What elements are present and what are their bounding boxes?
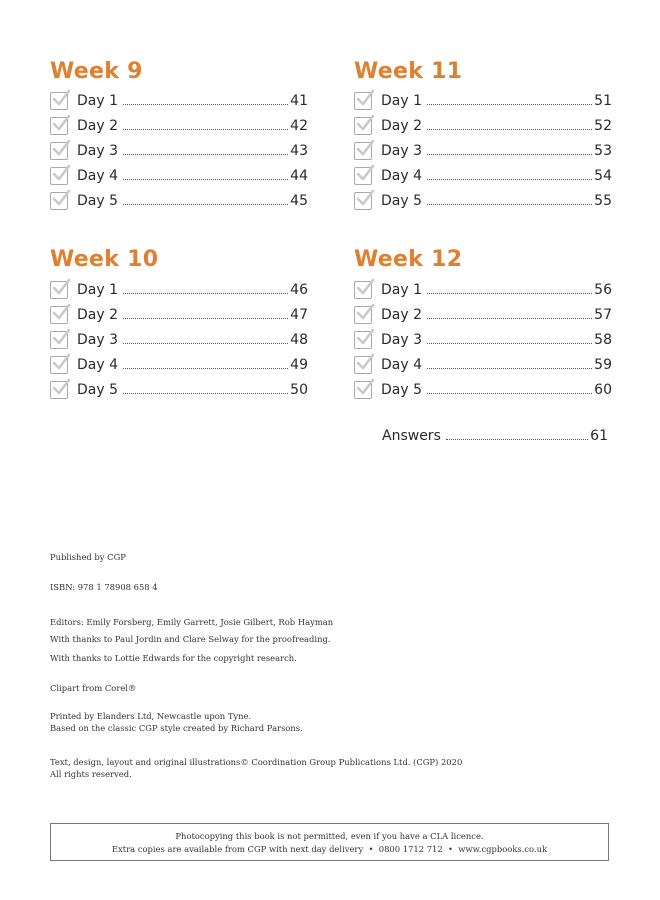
day-label: Day 3 bbox=[77, 331, 119, 348]
day-label: Day 2 bbox=[381, 117, 423, 134]
day-label: Day 4 bbox=[381, 356, 423, 373]
page-number: 55 bbox=[594, 192, 612, 209]
day-label: Day 1 bbox=[77, 281, 119, 298]
day-label: Day 2 bbox=[77, 306, 119, 323]
checkbox-tick-icon[interactable] bbox=[50, 281, 68, 299]
dot-leader bbox=[123, 191, 288, 205]
dot-leader bbox=[427, 280, 592, 294]
day-label: Day 3 bbox=[381, 331, 423, 348]
contents-row[interactable] bbox=[50, 352, 308, 377]
checkbox-tick-icon[interactable] bbox=[50, 167, 68, 185]
editors: Editors: Emily Forsberg, Emily Garrett, Josie Gilbert, Rob Hayman bbox=[50, 617, 334, 627]
checkbox-tick-icon[interactable] bbox=[50, 117, 68, 135]
checkbox-tick-icon[interactable] bbox=[50, 306, 68, 324]
week-title: Week 10 bbox=[50, 247, 159, 272]
dot-leader bbox=[123, 280, 288, 294]
dot-leader bbox=[123, 141, 288, 155]
page-number: 57 bbox=[594, 306, 612, 323]
week-12-section bbox=[354, 246, 612, 402]
page-number: 51 bbox=[594, 92, 612, 109]
dot-leader bbox=[123, 116, 288, 130]
rights-reserved: All rights reserved. bbox=[50, 769, 132, 779]
contents-row[interactable] bbox=[50, 113, 308, 138]
checkbox-tick-icon[interactable] bbox=[354, 281, 372, 299]
week-9-section bbox=[50, 58, 308, 213]
contents-row[interactable] bbox=[50, 138, 308, 163]
week-title: Week 12 bbox=[354, 247, 463, 272]
contents-row[interactable] bbox=[354, 302, 612, 327]
contents-row[interactable] bbox=[50, 88, 308, 113]
checkbox-tick-icon[interactable] bbox=[354, 142, 372, 160]
page-number: 61 bbox=[590, 428, 608, 444]
page-number: 43 bbox=[290, 142, 308, 159]
notice-line-2: Extra copies are available from CGP with next day delivery • 0800 1712 712 • www.cgpbooks.co.uk bbox=[111, 844, 548, 854]
page-number: 41 bbox=[290, 92, 308, 109]
checkbox-tick-icon[interactable] bbox=[50, 356, 68, 374]
day-label: Day 1 bbox=[77, 92, 119, 109]
photocopy-notice bbox=[50, 823, 609, 861]
page-number: 60 bbox=[594, 381, 612, 398]
day-label: Day 2 bbox=[381, 306, 423, 323]
checkbox-tick-icon[interactable] bbox=[354, 92, 372, 110]
day-label: Day 3 bbox=[381, 142, 423, 159]
page-number: 50 bbox=[290, 381, 308, 398]
day-label: Day 2 bbox=[77, 117, 119, 134]
contents-row[interactable] bbox=[354, 277, 612, 302]
checkbox-tick-icon[interactable] bbox=[354, 192, 372, 210]
page-number: 59 bbox=[594, 356, 612, 373]
day-label: Day 4 bbox=[381, 167, 423, 184]
dot-leader bbox=[123, 305, 288, 319]
notice-line-1: Photocopying this book is not permitted, even if you have a CLA licence. bbox=[175, 831, 484, 841]
dot-leader bbox=[427, 116, 592, 130]
page-number: 46 bbox=[290, 281, 308, 298]
contents-row[interactable] bbox=[50, 163, 308, 188]
page-number: 58 bbox=[594, 331, 612, 348]
dot-leader bbox=[427, 305, 592, 319]
contents-row[interactable] bbox=[354, 113, 612, 138]
dot-leader bbox=[427, 91, 592, 105]
thanks-proofreading: With thanks to Paul Jordin and Clare Selway for the proofreading. bbox=[50, 634, 331, 644]
page-number: 56 bbox=[594, 281, 612, 298]
dot-leader bbox=[446, 426, 588, 440]
day-label: Day 3 bbox=[77, 142, 119, 159]
contents-row[interactable] bbox=[50, 188, 308, 213]
day-label: Day 1 bbox=[381, 281, 423, 298]
dot-leader bbox=[427, 355, 592, 369]
page-number: 54 bbox=[594, 167, 612, 184]
day-label: Day 5 bbox=[77, 381, 119, 398]
week-11-section bbox=[354, 58, 612, 213]
day-label: Day 4 bbox=[77, 167, 119, 184]
dot-leader bbox=[427, 380, 592, 394]
page-number: 44 bbox=[290, 167, 308, 184]
page-number: 49 bbox=[290, 356, 308, 373]
dot-leader bbox=[123, 166, 288, 180]
published-by: Published by CGP bbox=[50, 552, 126, 562]
checkbox-tick-icon[interactable] bbox=[50, 331, 68, 349]
dot-leader bbox=[427, 330, 592, 344]
dot-leader bbox=[123, 91, 288, 105]
contents-row[interactable] bbox=[354, 188, 612, 213]
day-label: Day 5 bbox=[77, 192, 119, 209]
based-on: Based on the classic CGP style created by Richard Parsons. bbox=[50, 723, 303, 733]
page-number: 52 bbox=[594, 117, 612, 134]
copyright-line: Text, design, layout and original illustrations© Coordination Group Publications Ltd. (CGP) 2020 bbox=[50, 757, 463, 767]
contents-row[interactable] bbox=[354, 138, 612, 163]
contents-row[interactable] bbox=[354, 377, 612, 402]
checkbox-tick-icon[interactable] bbox=[354, 306, 372, 324]
page-number: 48 bbox=[290, 331, 308, 348]
contents-row[interactable] bbox=[354, 352, 612, 377]
page-number: 42 bbox=[290, 117, 308, 134]
dot-leader bbox=[123, 380, 288, 394]
dot-leader bbox=[427, 141, 592, 155]
page-number: 47 bbox=[290, 306, 308, 323]
isbn: ISBN: 978 1 78908 658 4 bbox=[50, 582, 158, 592]
day-label: Day 4 bbox=[77, 356, 119, 373]
answers-label: Answers bbox=[382, 428, 441, 444]
week-title: Week 9 bbox=[50, 59, 143, 84]
checkbox-tick-icon[interactable] bbox=[354, 117, 372, 135]
checkbox-tick-icon[interactable] bbox=[50, 192, 68, 210]
contents-row[interactable] bbox=[50, 277, 308, 302]
checkbox-tick-icon[interactable] bbox=[354, 331, 372, 349]
checkbox-tick-icon[interactable] bbox=[354, 381, 372, 399]
dot-leader bbox=[427, 166, 592, 180]
week-10-section bbox=[50, 246, 308, 402]
answers-row[interactable] bbox=[382, 425, 608, 447]
day-label: Day 5 bbox=[381, 192, 423, 209]
checkbox-tick-icon[interactable] bbox=[354, 167, 372, 185]
checkbox-tick-icon[interactable] bbox=[50, 142, 68, 160]
checkbox-tick-icon[interactable] bbox=[354, 356, 372, 374]
contents-row[interactable] bbox=[50, 327, 308, 352]
page-number: 45 bbox=[290, 192, 308, 209]
clipart-credit: Clipart from Corel® bbox=[50, 683, 137, 693]
contents-row[interactable] bbox=[354, 163, 612, 188]
page-number: 53 bbox=[594, 142, 612, 159]
dot-leader bbox=[123, 355, 288, 369]
week-title: Week 11 bbox=[354, 59, 463, 84]
contents-row[interactable] bbox=[354, 327, 612, 352]
day-label: Day 5 bbox=[381, 381, 423, 398]
contents-row[interactable] bbox=[50, 302, 308, 327]
contents-row[interactable] bbox=[354, 88, 612, 113]
dot-leader bbox=[427, 191, 592, 205]
contents-row[interactable] bbox=[50, 377, 308, 402]
dot-leader bbox=[123, 330, 288, 344]
checkbox-tick-icon[interactable] bbox=[50, 381, 68, 399]
day-label: Day 1 bbox=[381, 92, 423, 109]
printed-by: Printed by Elanders Ltd, Newcastle upon Tyne. bbox=[50, 711, 252, 721]
checkbox-tick-icon[interactable] bbox=[50, 92, 68, 110]
thanks-copyright: With thanks to Lottie Edwards for the copyright research. bbox=[50, 653, 297, 663]
